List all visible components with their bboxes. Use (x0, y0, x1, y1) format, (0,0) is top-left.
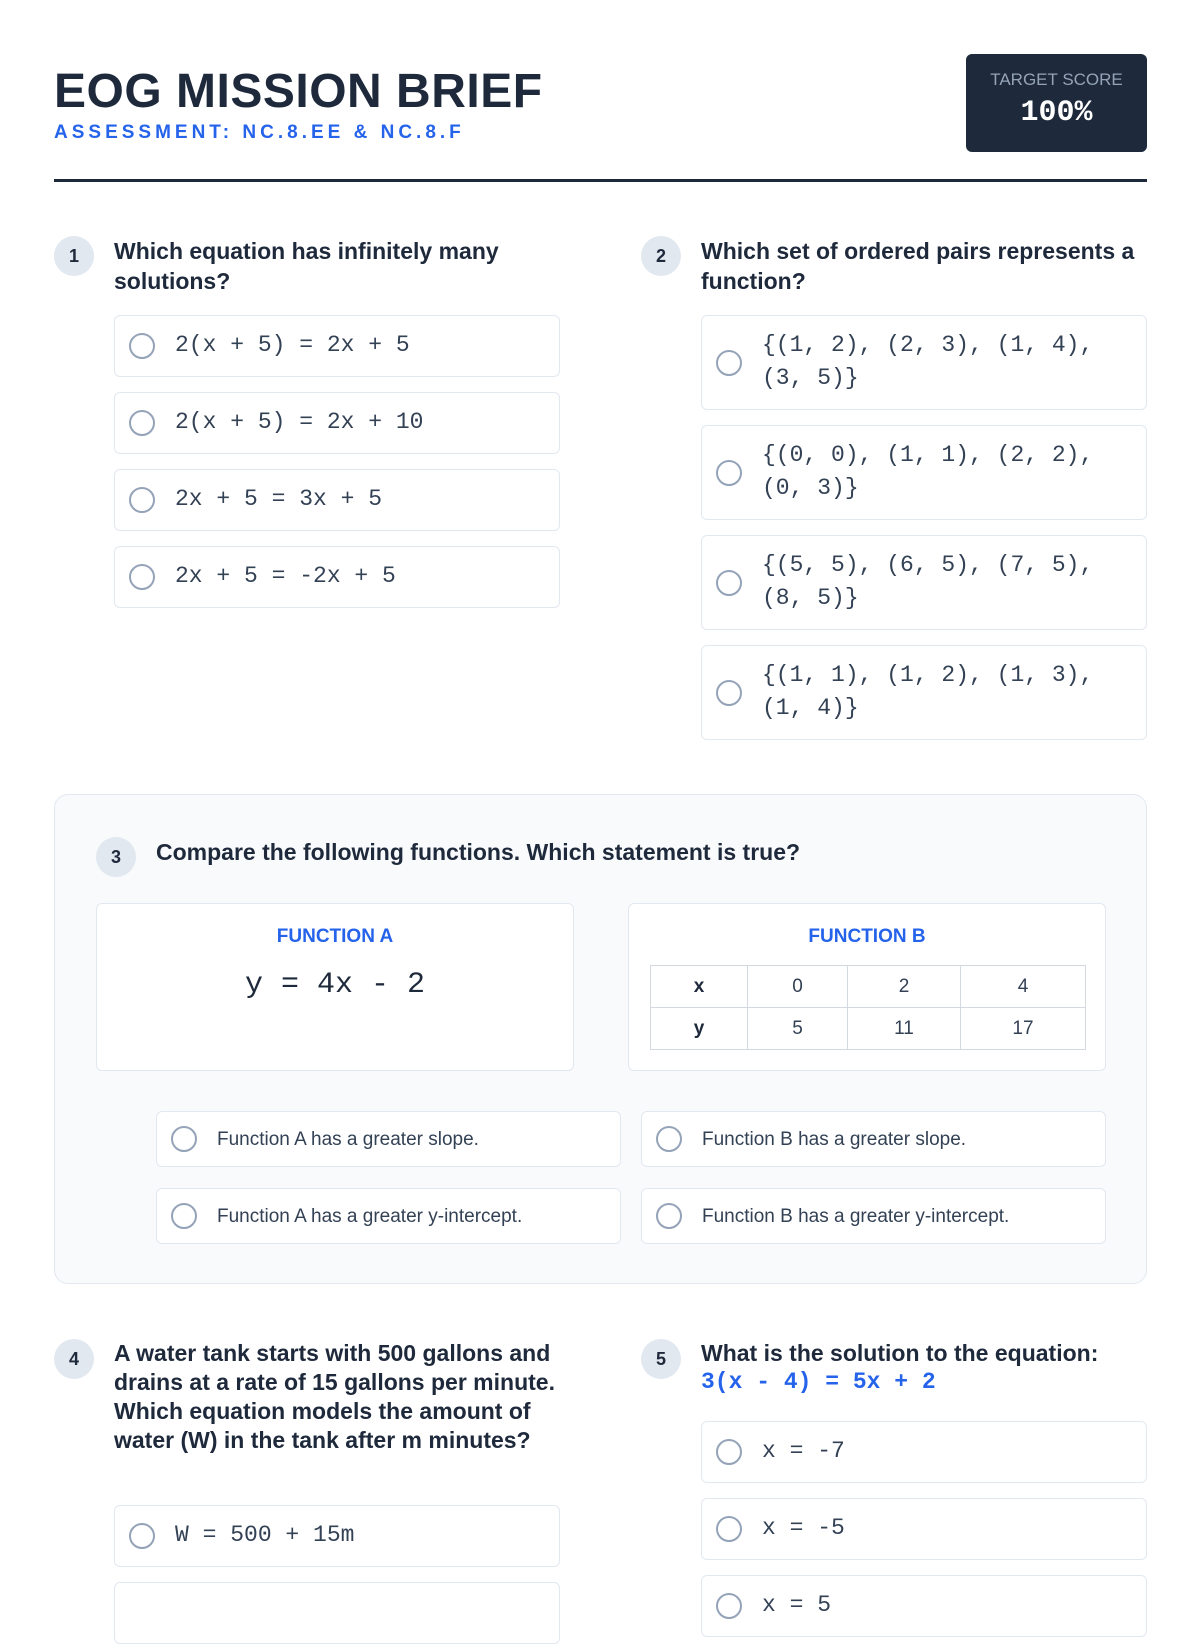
option-line: {(1, 2), (2, 3), (1, 4), (762, 332, 1094, 358)
option-label: 2(x + 5) = 2x + 10 (175, 409, 424, 435)
option-label: x = 5 (762, 1592, 832, 1618)
function-a-box (96, 903, 574, 1071)
function-b-table (650, 965, 1086, 1050)
table-row (651, 966, 1086, 1008)
option-label: Function B has a greater y-intercept. (702, 1206, 1010, 1227)
option-label (762, 329, 1093, 395)
radio-button[interactable] (129, 487, 155, 513)
option-label: 2x + 5 = -2x + 5 (175, 563, 396, 589)
answer-option[interactable] (701, 425, 1147, 520)
option-label: W = 500 + 15m (175, 1522, 355, 1548)
option-line: {(1, 1), (1, 2), (1, 3), (762, 662, 1094, 688)
answer-option[interactable] (701, 1498, 1147, 1560)
option-line: {(0, 0), (1, 1), (2, 2), (762, 442, 1094, 468)
question-number: 2 (641, 236, 681, 276)
question-text: Which set of ordered pairs represents a function? (701, 238, 1135, 294)
table-cell: 0 (748, 966, 848, 1008)
option-line: (0, 3)} (762, 475, 859, 501)
answer-option[interactable] (641, 1188, 1106, 1244)
option-label (762, 439, 1093, 505)
question-equation: 3(x - 4) = 5x + 2 (701, 1369, 936, 1395)
radio-button[interactable] (716, 1439, 742, 1465)
target-score-box (966, 54, 1147, 152)
radio-button[interactable] (716, 1593, 742, 1619)
table-cell: 4 (961, 966, 1086, 1008)
radio-button[interactable] (716, 460, 742, 486)
answer-option[interactable] (114, 546, 560, 608)
page-title: EOG MISSION BRIEF (54, 65, 543, 118)
answer-option[interactable] (701, 645, 1147, 740)
option-line: (8, 5)} (762, 585, 859, 611)
option-label: Function B has a greater slope. (702, 1129, 967, 1150)
question-text: A water tank starts with 500 gallons and drains at a rate of 15 gallons per minute. Which equation models the amount of water (W) in the tank after m minutes? (114, 1340, 555, 1453)
option-line: (3, 5)} (762, 365, 859, 391)
option-label: x = -5 (762, 1515, 845, 1541)
function-b-title: FUNCTION B (808, 926, 926, 947)
option-label: Function A has a greater y-intercept. (217, 1206, 523, 1227)
answer-option[interactable] (641, 1111, 1106, 1167)
table-cell: 11 (848, 1008, 961, 1050)
question-text (701, 1339, 1151, 1397)
answer-option[interactable] (701, 1421, 1147, 1483)
option-label (762, 549, 1093, 615)
option-label: 2x + 5 = 3x + 5 (175, 486, 383, 512)
answer-option[interactable] (114, 392, 560, 454)
option-line: {(5, 5), (6, 5), (7, 5), (762, 552, 1094, 578)
radio-button[interactable] (171, 1126, 197, 1152)
radio-button[interactable] (656, 1203, 682, 1229)
radio-button[interactable] (656, 1126, 682, 1152)
option-label (762, 659, 1093, 725)
question-prompt: What is the solution to the equation: (701, 1340, 1099, 1366)
question-text: Compare the following functions. Which statement is true? (156, 839, 801, 865)
target-score-label: TARGET SCORE (990, 70, 1123, 89)
option-label: x = -7 (762, 1438, 845, 1464)
question-text: Which equation has infinitely many solutions? (114, 238, 499, 294)
answer-option[interactable] (114, 1582, 560, 1644)
radio-button[interactable] (171, 1203, 197, 1229)
function-a-title: FUNCTION A (276, 926, 394, 947)
answer-option[interactable] (156, 1188, 621, 1244)
radio-button[interactable] (716, 1516, 742, 1542)
radio-button[interactable] (129, 1523, 155, 1549)
target-score-value: 100% (1020, 96, 1093, 130)
table-cell: 5 (748, 1008, 848, 1050)
page-header (54, 54, 1147, 182)
option-label: Function A has a greater slope. (217, 1129, 479, 1150)
answer-option[interactable] (701, 535, 1147, 630)
radio-button[interactable] (716, 680, 742, 706)
answer-option[interactable] (701, 315, 1147, 410)
radio-button[interactable] (129, 564, 155, 590)
table-cell: y (651, 1008, 748, 1050)
radio-button[interactable] (129, 333, 155, 359)
question-number: 5 (641, 1339, 681, 1379)
table-cell: 17 (961, 1008, 1086, 1050)
table-cell: 2 (848, 966, 961, 1008)
function-b-box (628, 903, 1106, 1071)
question-number: 1 (54, 236, 94, 276)
answer-option[interactable] (114, 469, 560, 531)
option-line: (1, 4)} (762, 695, 859, 721)
radio-button[interactable] (716, 350, 742, 376)
answer-option[interactable] (114, 315, 560, 377)
question-number: 4 (54, 1339, 94, 1379)
radio-button[interactable] (716, 570, 742, 596)
function-a-equation: y = 4x - 2 (244, 968, 426, 1002)
radio-button[interactable] (129, 410, 155, 436)
answer-option[interactable] (701, 1575, 1147, 1637)
question-3-card (54, 794, 1147, 1284)
answer-option[interactable] (156, 1111, 621, 1167)
table-cell: x (651, 966, 748, 1008)
answer-option[interactable] (114, 1505, 560, 1567)
table-row (651, 1008, 1086, 1050)
page-subtitle: ASSESSMENT: NC.8.EE & NC.8.F (54, 122, 465, 143)
question-number: 3 (96, 837, 136, 877)
option-label: 2(x + 5) = 2x + 5 (175, 332, 410, 358)
